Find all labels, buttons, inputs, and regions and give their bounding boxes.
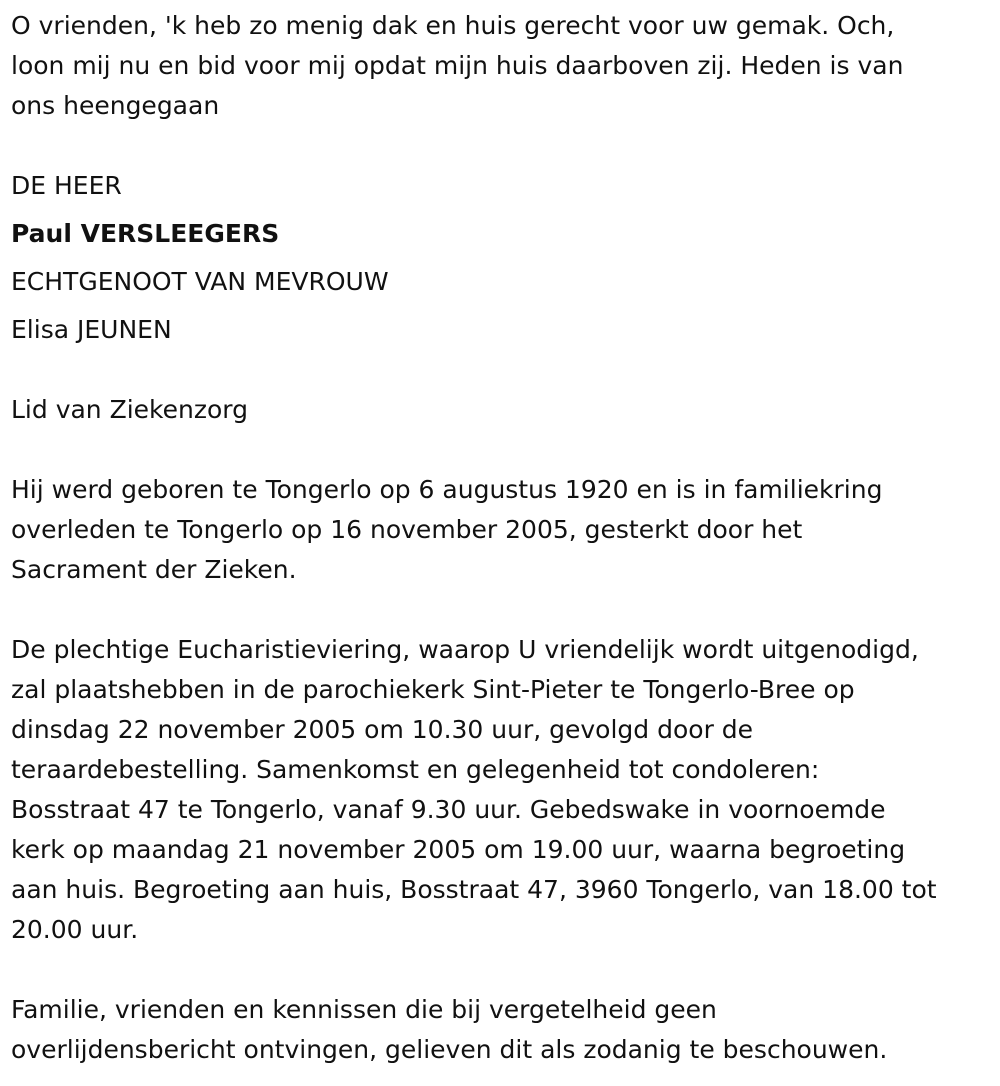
ceremony-line: dinsdag 22 november 2005 om 10.30 uur, gevolgd door de [11, 715, 754, 744]
spouse-name: Elisa JEUNEN [11, 315, 172, 344]
intro-line: O vrienden, 'k heb zo menig dak en huis gerecht voor uw gemak. Och, [11, 11, 895, 40]
ceremony-line: teraardebestelling. Samenkomst en gelegenheid tot condoleren: [11, 755, 820, 784]
closing-line: overlijdensbericht ontvingen, gelieven dit als zodanig te beschouwen. [11, 1035, 888, 1064]
birth-death-line: Sacrament der Zieken. [11, 555, 297, 584]
ceremony-line: kerk op maandag 21 november 2005 om 19.00 uur, waarna begroeting [11, 835, 906, 864]
ceremony-line: Bosstraat 47 te Tongerlo, vanaf 9.30 uur. Gebedswake in voornoemde [11, 795, 886, 824]
intro-line: loon mij nu en bid voor mij opdat mijn huis daarboven zij. Heden is van [11, 51, 904, 80]
closing-line: Familie, vrienden en kennissen die bij vergetelheid geen [11, 995, 717, 1024]
ceremony-line: 20.00 uur. [11, 915, 139, 944]
membership-line: Lid van Ziekenzorg [11, 395, 248, 424]
ceremony-line: aan huis. Begroeting aan huis, Bosstraat 47, 3960 Tongerlo, van 18.00 tot [11, 875, 937, 904]
ceremony-line: De plechtige Eucharistieviering, waarop U vriendelijk wordt uitgenodigd, [11, 635, 919, 664]
spouse-label: ECHTGENOOT VAN MEVROUW [11, 267, 389, 296]
birth-death-line: overleden te Tongerlo op 16 november 2005, gesterkt door het [11, 515, 803, 544]
ceremony-line: zal plaatshebben in de parochiekerk Sint-Pieter te Tongerlo-Bree op [11, 675, 855, 704]
intro-line: ons heengegaan [11, 91, 220, 120]
title-line: DE HEER [11, 171, 122, 200]
birth-death-line: Hij werd geboren te Tongerlo op 6 augustus 1920 en is in familiekring [11, 475, 883, 504]
deceased-name: Paul VERSLEEGERS [11, 219, 280, 248]
